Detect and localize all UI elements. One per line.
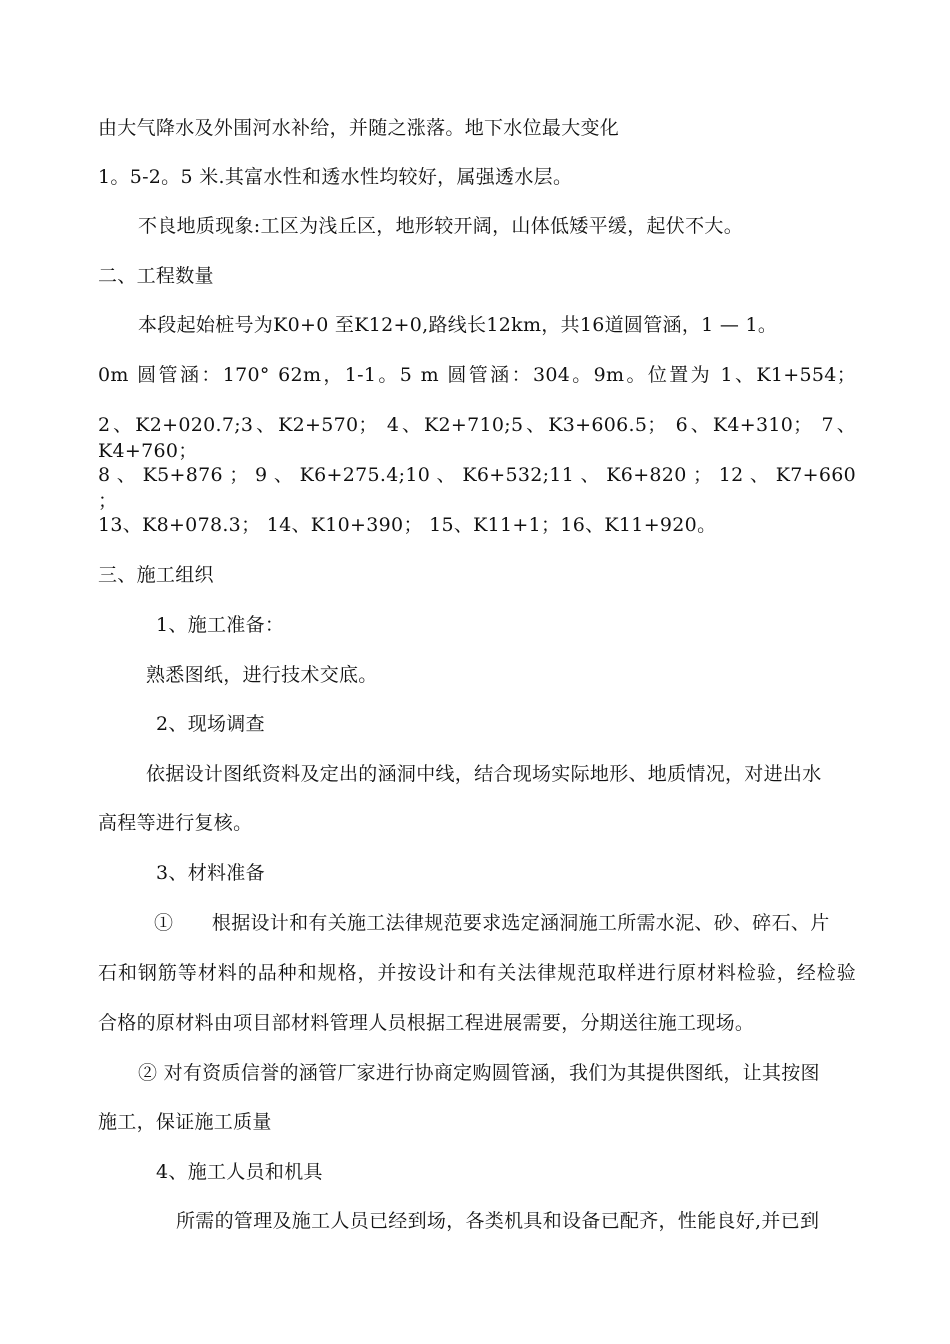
text-line: 高程等进行复核。 <box>98 812 253 834</box>
text-line: ① 根据设计和有关施工法律规范要求选定涵洞施工所需水泥、砂、碎石、片 <box>154 912 830 934</box>
text-line: 本段起始桩号为K0+0 至K12+0,路线长12km，共16道圆管涵，1 — 1。 <box>138 314 778 336</box>
text-line: 8 、 K5+876 ； 9 、 K6+275.4;10 、 K6+532;11 、 K6+820 ； 12 、 K7+660 ； <box>98 464 856 512</box>
text-line: 所需的管理及施工人员已经到场，各类机具和设备已配齐，性能良好,并已到 <box>176 1210 820 1232</box>
subsection-heading: 3、材料准备 <box>156 862 265 884</box>
text-line: 依据设计图纸资料及定出的涵洞中线，结合现场实际地形、地质情况，对进出水 <box>146 763 822 785</box>
text-line: 熟悉图纸，进行技术交底。 <box>146 664 378 686</box>
text-line: 13、K8+078.3； 14、K10+390； 15、K11+1；16、K11+920。 <box>98 514 717 536</box>
text-line: 2、K2+020.7;3、K2+570； 4、K2+710;5、K3+606.5； 6、K4+310； 7、K4+760； <box>98 414 856 462</box>
section-heading: 三、施工组织 <box>98 564 214 586</box>
text-line: 不良地质现象:工区为浅丘区，地形较开阔，山体低矮平缓，起伏不大。 <box>138 215 744 237</box>
text-line: 0m 圆管涵：170° 62m，1-1。5 m 圆管涵：304。9m。位置为 1、K1+554； <box>98 364 856 386</box>
text-line: 由大气降水及外围河水补给，并随之涨落。地下水位最大变化 <box>98 117 620 139</box>
subsection-heading: 4、施工人员和机具 <box>156 1161 323 1183</box>
text-line: 石和钢筋等材料的品种和规格，并按设计和有关法律规范取样进行原材料检验，经检验 <box>98 962 856 984</box>
subsection-heading: 1、施工准备： <box>156 614 285 636</box>
text-line: 1。5-2。5 米.其富水性和透水性均较好，属强透水层。 <box>98 166 573 188</box>
text-line: 施工，保证施工质量 <box>98 1111 272 1133</box>
subsection-heading: 2、现场调查 <box>156 713 265 735</box>
section-heading: 二、工程数量 <box>98 265 214 287</box>
text-line: 合格的原材料由项目部材料管理人员根据工程进展需要，分期送往施工现场。 <box>98 1012 755 1034</box>
text-line: ② 对有资质信誉的涵管厂家进行协商定购圆管涵，我们为其提供图纸，让其按图 <box>138 1062 820 1084</box>
